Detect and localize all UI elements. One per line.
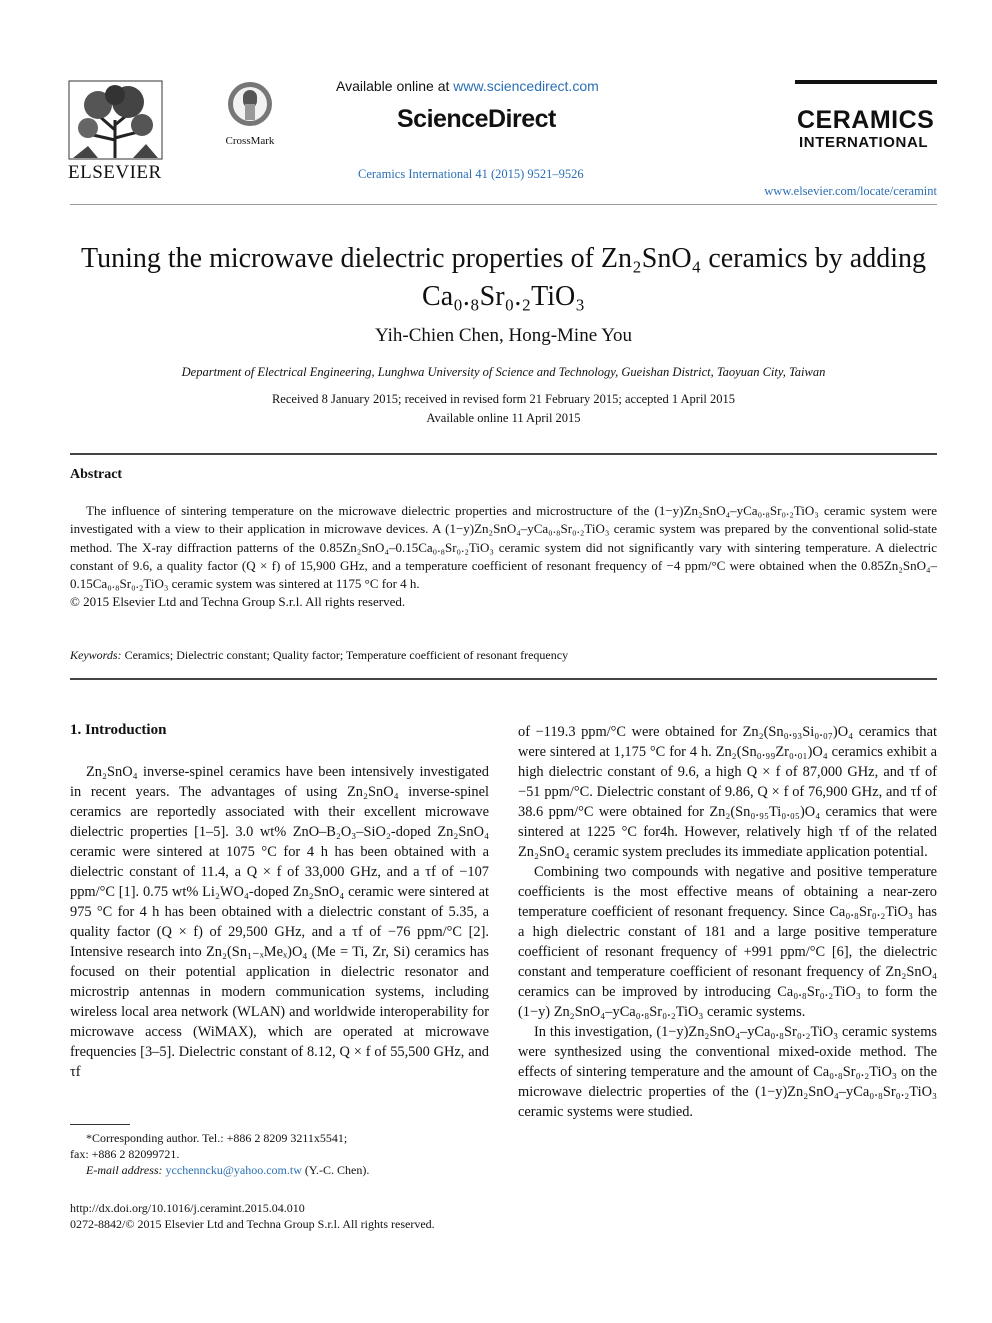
abstract-text: The influence of sintering temperature on the microwave dielectric properties and microstructure of the (1−y)Zn₂SnO₄–yCa₀.₈Sr₀.₂TiO₃ ceramic system were investigated with a view to their application in microwave devices. A (1−y)Zn₂SnO₄–yCa₀.₈Sr₀.₂TiO₃ ceramic system was prepared by the conventional solid-state method. The X-ray diffraction patterns of the 0.85Zn₂SnO₄–0.15Ca₀.₈Sr₀.₂TiO₃ ceramic system did not significantly vary with sintering temperature. A dielectric constant of 9.6, a quality factor (Q × f) of 15,900 GHz, and a temperature coefficient of resonant frequency of −4 ppm/°C were obtained when the 0.85Zn₂SnO₄–0.15Ca₀.₈Sr₀.₂TiO₃ ceramic system was sintered at 1175 °C for 4 h. — [70, 503, 937, 592]
intro-paragraph-2: Combining two compounds with negative and positive temperature coefficients is the most effective means of obtaining a near-zero temperature coefficient of resonant frequency. Since Ca₀.₈Sr₀.₂TiO₃ has a high dielectric constant of 181 and a large positive temperature coefficient of resonant frequency of +991 ppm/°C [6], the dielectric constant and temperature coefficient of resonant frequency of Zn₂SnO₄ ceramics can be improved by introducing Ca₀.₈Sr₀.₂TiO₃ to form the (1−y) Zn₂SnO₄–yCa₀.₈Sr₀.₂TiO₃ ceramic systems. — [518, 864, 937, 1020]
available-online — [336, 78, 599, 94]
crossmark-label: CrossMark — [225, 135, 275, 147]
intro-paragraph-1: Zn₂SnO₄ inverse-spinel ceramics have been intensively investigated in recent years. The advantages of using Zn₂SnO₄ inverse-spinel ceramics are reportedly associated with their excellent microwave dielectric properties [1–5]. 3.0 wt% ZnO–B₂O₃–SiO₂-doped Zn₂SnO₄ ceramic were sintered at 1075 °C for 4 h has been obtained with a dielectric constant of 11.4, a Q × f of 33,000 GHz, and a τf of −107 ppm/°C [1]. 0.75 wt% Li₂WO₄-doped Zn₂SnO₄ ceramic were sintered at 975 °C for 4 h has been obtained with a dielectric constant of 5.35, a quality factor (Q × f) of 29,500 GHz, and a τf of −76 ppm/°C [2]. Intensive research into Zn₂(Sn₁₋ₓMeₓ)O₄ (Me = Ti, Zr, Si) ceramics has focused on their potential application in dielectric resonator and microstrip antennas in modern communication systems, including wireless local area network (WLAN) and worldwide interoperability for microwave access (WiMAX), which are operated at microwave frequencies [3–5]. Dielectric constant of 8.12, Q × f of 55,500 GHz, and τf — [70, 764, 489, 1080]
affiliation: Department of Electrical Engineering, Lunghwa University of Science and Technology, Gueishan District, Taoyuan City, Taiwan — [181, 365, 826, 379]
email-line — [70, 1162, 489, 1178]
fax: fax: +886 2 82099721. — [70, 1147, 180, 1161]
email-link[interactable]: ycchenncku@yahoo.com.tw — [165, 1163, 302, 1177]
available-date: Available online 11 April 2015 — [426, 411, 581, 425]
crossmark-icon — [226, 80, 274, 128]
intro-paragraph-3: In this investigation, (1−y)Zn₂SnO₄–yCa₀.₈Sr₀.₂TiO₃ ceramic systems were synthesized using the conventional mixed-oxide method. The effects of sintering temperature and the amount of Ca₀.₈Sr₀.₂TiO₃ on the microwave dielectric properties of the (1−y)Zn₂SnO₄–yCa₀.₈Sr₀.₂TiO₃ ceramic systems were studied. — [518, 1024, 937, 1120]
section-heading-introduction: 1. Introduction — [70, 722, 167, 738]
issn-copyright: 0272-8842/© 2015 Elsevier Ltd and Techna Group S.r.l. All rights reserved. — [70, 1217, 435, 1231]
email-suffix: (Y.-C. Chen). — [304, 1163, 370, 1177]
email-label: E-mail address: — [86, 1163, 163, 1177]
abstract-bottom-rule — [70, 678, 937, 680]
abstract-copyright: © 2015 Elsevier Ltd and Techna Group S.r.l. All rights reserved. — [70, 594, 406, 610]
sciencedirect-logo: ScienceDirect — [397, 105, 556, 133]
header-divider — [70, 204, 937, 205]
available-prefix: Available online at — [336, 78, 450, 94]
crossmark-badge[interactable] — [222, 80, 278, 147]
tree-icon — [68, 80, 163, 160]
footnotes — [70, 1130, 489, 1178]
footnote-rule — [70, 1124, 130, 1125]
abstract-heading: Abstract — [70, 467, 123, 482]
intro-paragraph-1-cont: of −119.3 ppm/°C were obtained for Zn₂(Sn₀.₉₃Si₀.₀₇)O₄ ceramics that were sintered at 1,175 °C for 4 h. Zn₂(Sn₀.₉₉Zr₀.₀₁)O₄ ceramics exhibit a high dielectric constant of 9.6, a high Q × f of 87,000 GHz, and τf of −51 ppm/°C. Dielectric constant of 9.86, Q × f of 76,900 GHz, and τf of 38.6 ppm/°C were obtained for Zn₂(Sn₀.₉₅Ti₀.₀₅)O₄ ceramics that were sintered at 1225 °C for4h. However, relatively high τf of the related Zn₂SnO₄ ceramic system precludes its immediate application potential. — [518, 724, 937, 860]
journal-url[interactable]: www.elsevier.com/locate/ceramint — [764, 184, 937, 198]
authors — [60, 325, 947, 347]
left-column — [70, 762, 489, 1082]
journal-title-ceramics: CERAMICS — [797, 106, 935, 134]
received-dates: Received 8 January 2015; received in revised form 21 February 2015; accepted 1 April 2015 — [271, 392, 736, 406]
article-dates — [60, 390, 947, 428]
keywords-label: Keywords: — [70, 648, 122, 662]
journal-title-international: INTERNATIONAL — [799, 134, 929, 151]
right-column — [518, 722, 937, 1122]
doi-link[interactable]: http://dx.doi.org/10.1016/j.ceramint.2015.04.010 — [70, 1201, 305, 1215]
journal-logo-bar — [795, 80, 937, 84]
abstract-body — [70, 502, 937, 612]
footer — [70, 1200, 500, 1232]
abstract-top-rule — [70, 453, 937, 455]
journal-reference[interactable]: Ceramics International 41 (2015) 9521–9526 — [358, 167, 584, 181]
author-list: Yih-Chien Chen, Hong-Mine You — [374, 325, 633, 346]
publisher-name: ELSEVIER — [68, 162, 162, 183]
keywords-list: Ceramics; Dielectric constant; Quality factor; Temperature coefficient of resonant frequency — [124, 648, 569, 662]
keywords — [70, 648, 937, 663]
article-title: Tuning the microwave dielectric properties of Zn₂SnO₄ ceramics by adding Ca₀.₈Sr₀.₂TiO₃ — [80, 243, 927, 312]
corresponding-author: *Corresponding author. Tel.: +886 2 8209 3211x5541; — [86, 1131, 348, 1145]
sciencedirect-url[interactable]: www.sciencedirect.com — [453, 78, 599, 94]
